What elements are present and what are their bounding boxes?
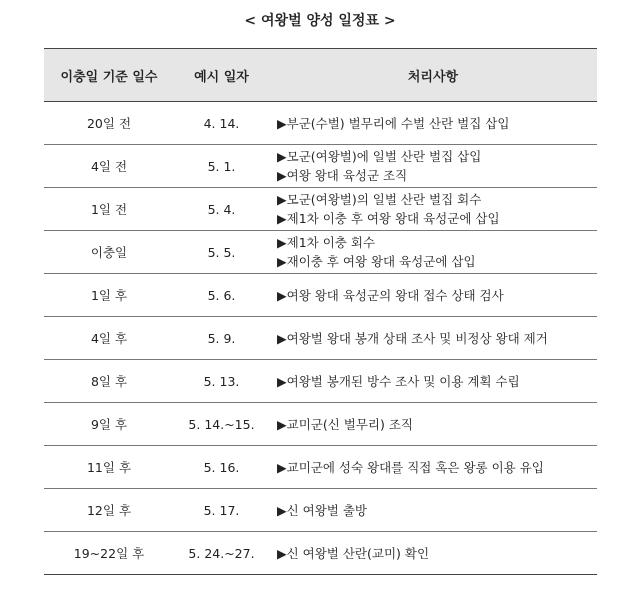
table-row — [44, 274, 597, 317]
document-title: < 여왕벌 양성 일정표 > — [244, 13, 396, 29]
table-row — [44, 360, 597, 403]
cell-actions — [269, 102, 597, 145]
action-item: ▶여왕 왕대 육성군의 왕대 접수 상태 검사 — [277, 287, 504, 303]
action-item: ▶여왕벌 왕대 봉개 상태 조사 및 비정상 왕대 제거 — [277, 330, 548, 346]
table-row — [44, 489, 597, 532]
cell-day: 1일 전 — [44, 188, 174, 231]
table-row — [44, 532, 597, 575]
action-item: ▶제1차 이충 회수 — [277, 235, 375, 250]
action-item: ▶여왕 왕대 육성군 조직 — [277, 168, 408, 183]
cell-date: 5. 1. — [174, 145, 269, 188]
header-date: 예시 일자 — [174, 49, 269, 102]
header-days: 이충일 기준 일수 — [44, 49, 174, 102]
cell-date: 5. 24.~27. — [174, 532, 269, 575]
action-item: ▶교미군(신 벌무리) 조직 — [277, 416, 413, 432]
cell-day: 12일 후 — [44, 489, 174, 532]
action-item: ▶제1차 이충 후 여왕 왕대 육성군에 삽입 — [277, 211, 500, 226]
cell-day: 8일 후 — [44, 360, 174, 403]
action-item: ▶모군(여왕벌)의 일벌 산란 벌집 회수 — [277, 192, 482, 207]
cell-date: 5. 17. — [174, 489, 269, 532]
cell-date: 5. 14.~15. — [174, 403, 269, 446]
table-header-row — [44, 49, 597, 102]
header-actions: 처리사항 — [269, 49, 597, 102]
cell-day: 4일 후 — [44, 317, 174, 360]
cell-day: 1일 후 — [44, 274, 174, 317]
cell-date: 5. 16. — [174, 446, 269, 489]
cell-actions — [269, 489, 597, 532]
action-item: ▶여왕벌 봉개된 방수 조사 및 이용 계획 수립 — [277, 373, 520, 389]
table-row — [44, 446, 597, 489]
cell-actions — [269, 317, 597, 360]
action-item: ▶교미군에 성숙 왕대를 직접 혹은 왕롱 이용 유입 — [277, 459, 544, 475]
cell-date: 5. 4. — [174, 188, 269, 231]
table-row — [44, 317, 597, 360]
action-item: ▶부군(수벌) 벌무리에 수벌 산란 벌집 삽입 — [277, 115, 510, 131]
cell-date: 4. 14. — [174, 102, 269, 145]
schedule-table — [44, 48, 597, 575]
cell-actions — [269, 403, 597, 446]
cell-day: 9일 후 — [44, 403, 174, 446]
cell-day: 이충일 — [44, 231, 174, 274]
cell-date: 5. 13. — [174, 360, 269, 403]
cell-actions — [269, 274, 597, 317]
action-item: ▶신 여왕벌 산란(교미) 확인 — [277, 545, 430, 561]
table-row — [44, 231, 597, 274]
cell-date: 5. 9. — [174, 317, 269, 360]
cell-date: 5. 6. — [174, 274, 269, 317]
table-row — [44, 102, 597, 145]
cell-actions — [269, 446, 597, 489]
cell-day: 20일 전 — [44, 102, 174, 145]
cell-actions — [269, 145, 597, 188]
table-row — [44, 403, 597, 446]
cell-day: 11일 후 — [44, 446, 174, 489]
table-row — [44, 188, 597, 231]
action-item: ▶신 여왕벌 출방 — [277, 502, 368, 518]
cell-actions — [269, 231, 597, 274]
cell-actions — [269, 360, 597, 403]
action-item: ▶재이충 후 여왕 왕대 육성군에 삽입 — [277, 254, 476, 269]
cell-date: 5. 5. — [174, 231, 269, 274]
action-item: ▶모군(여왕벌)에 일벌 산란 벌집 삽입 — [277, 149, 482, 164]
cell-day: 4일 전 — [44, 145, 174, 188]
cell-day: 19~22일 후 — [44, 532, 174, 575]
cell-actions — [269, 188, 597, 231]
table-row — [44, 145, 597, 188]
cell-actions — [269, 532, 597, 575]
